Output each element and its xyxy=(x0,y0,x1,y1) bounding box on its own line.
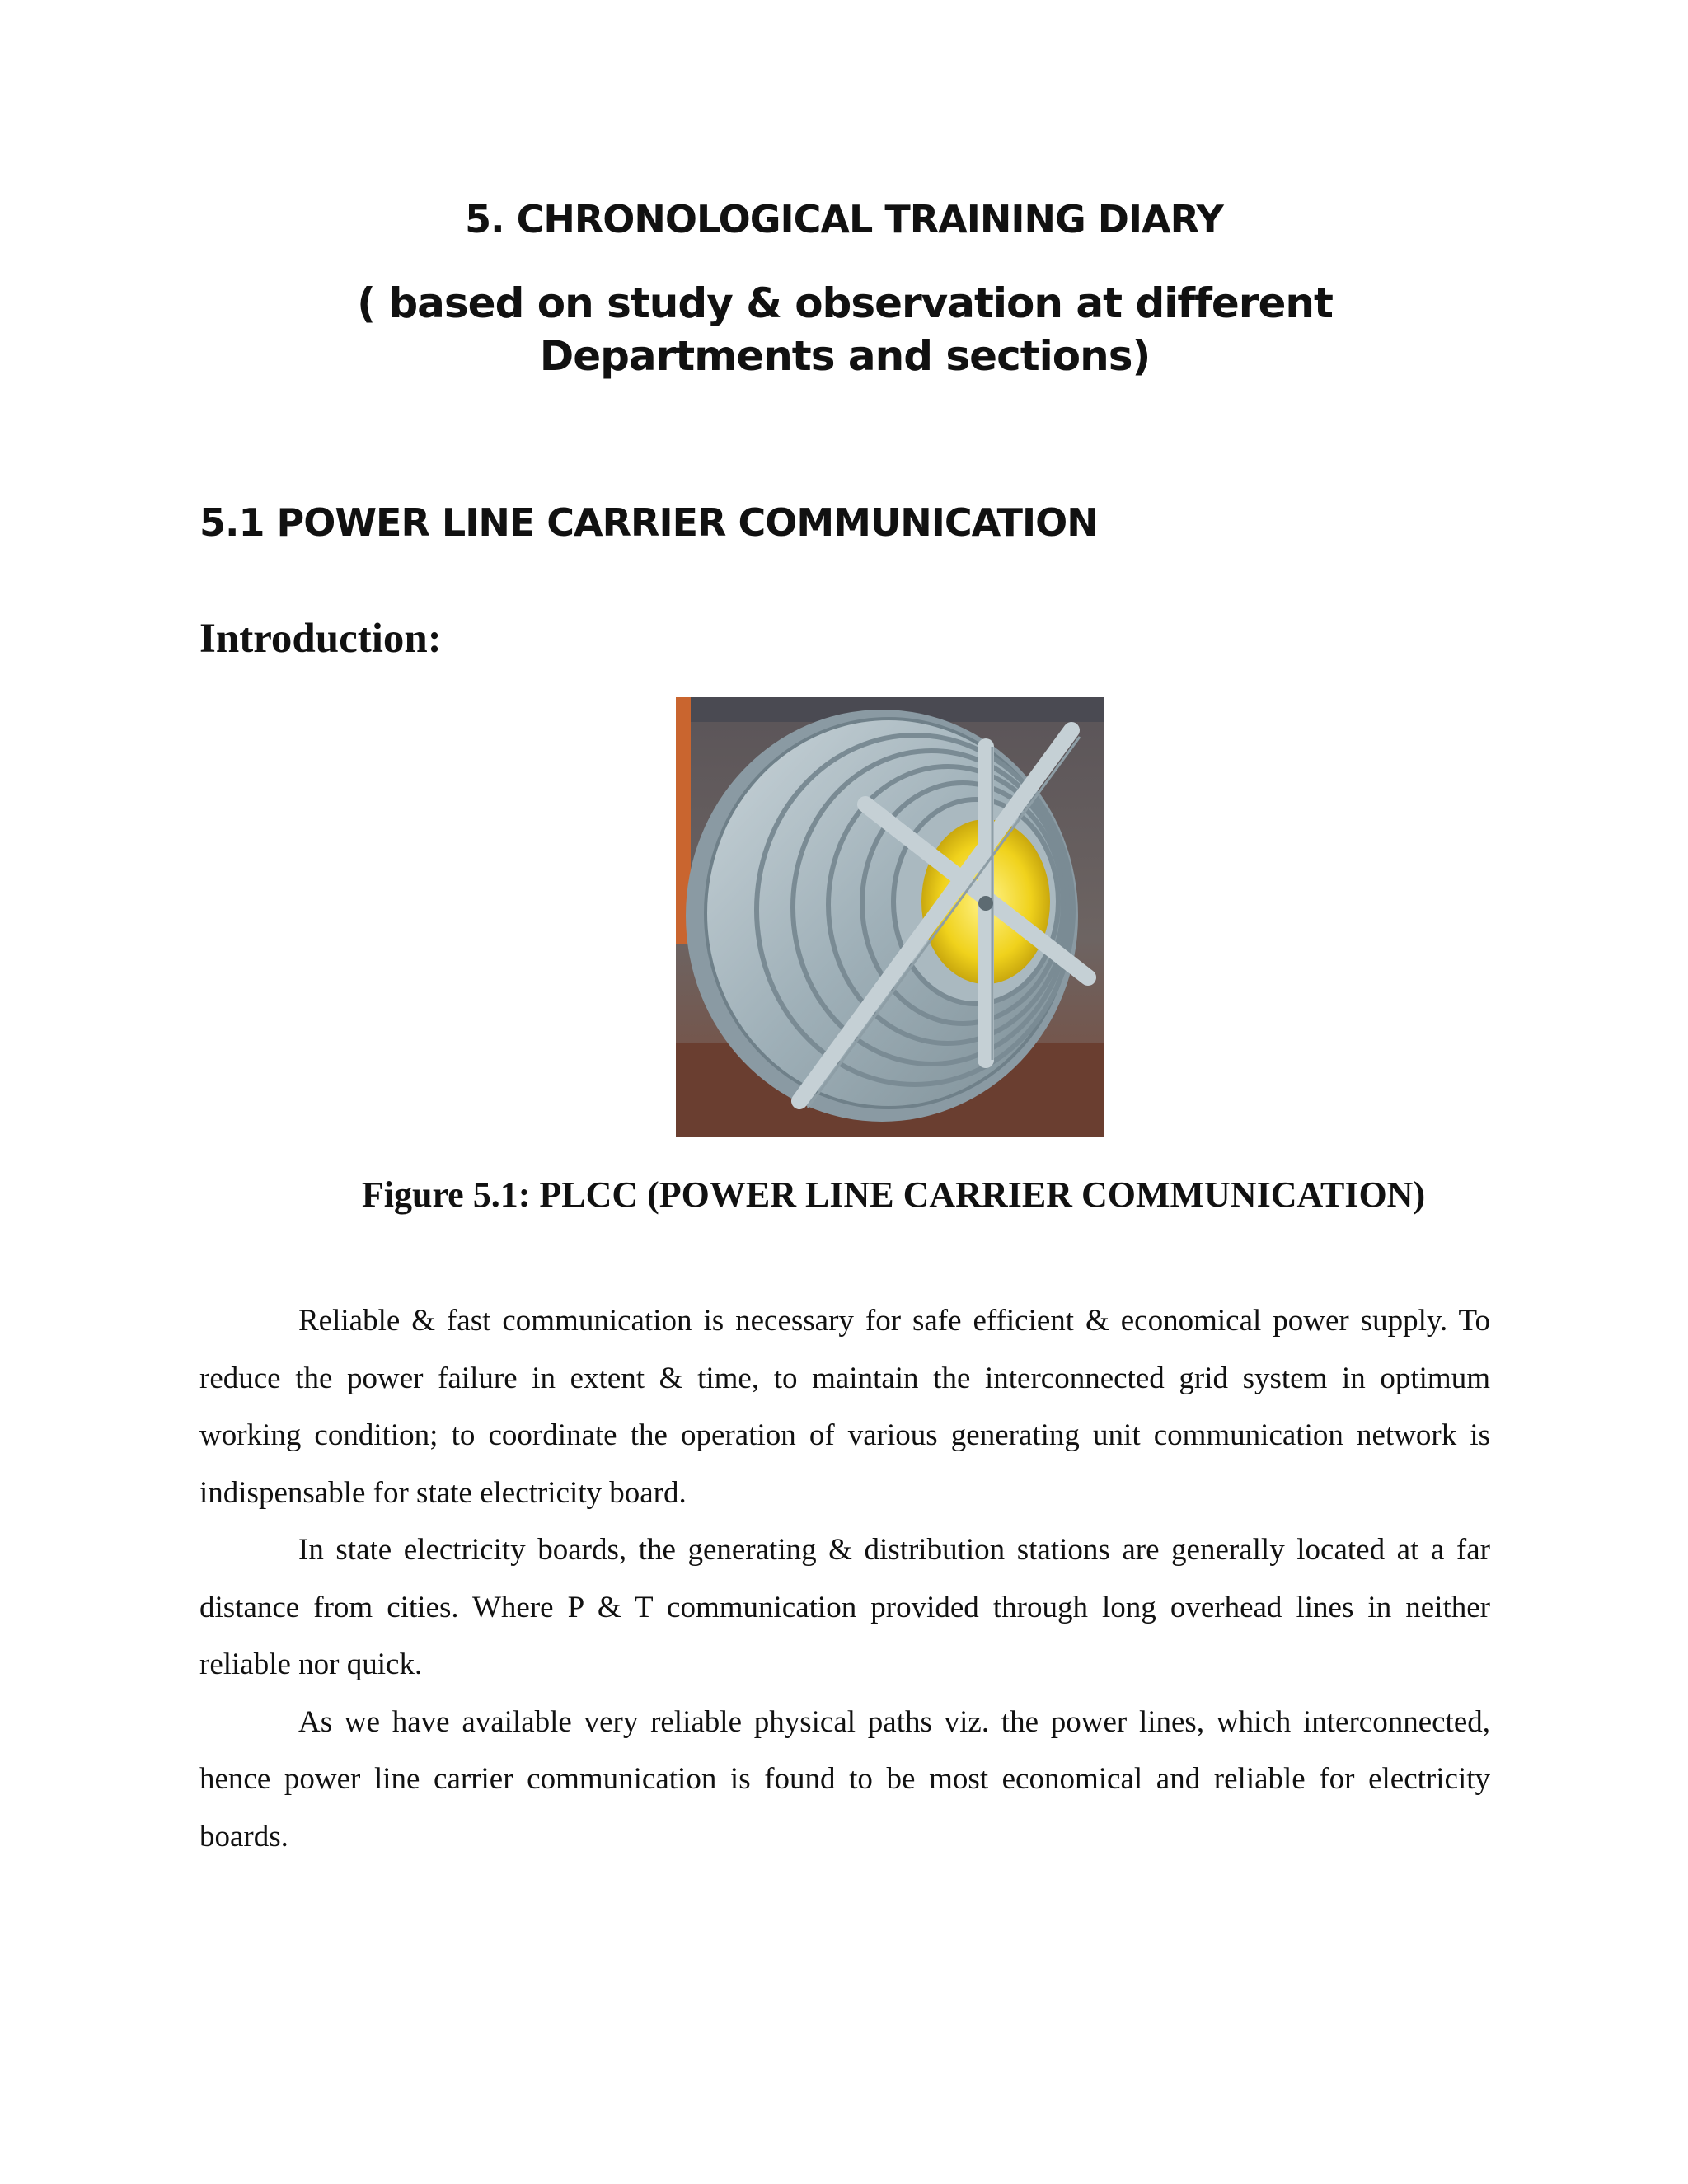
paragraph: Reliable & fast communication is necessary for safe efficient & economical power supply. To reduce the power failure in extent & time, to maintain the interconnected grid system in optimum working condition; to coordinate the operation of various generating unit communication network is indispensable for state electricity board. xyxy=(199,1304,1490,1510)
section-title: 5.1 POWER LINE CARRIER COMMUNICATION xyxy=(199,500,1098,545)
plcc-wave-trap-photo xyxy=(676,697,1104,1137)
chapter-subtitle: ( based on study & observation at different Departments and sections) xyxy=(357,279,1333,380)
body-text xyxy=(199,1292,1490,1865)
figure-caption: Figure 5.1: PLCC (POWER LINE CARRIER COMMUNICATION) xyxy=(361,1174,1426,1215)
paragraph: As we have available very reliable physical paths viz. the power lines, which interconnected, hence power line carrier communication is found to be most economical and reliable for electricity boards. xyxy=(199,1704,1490,1854)
paragraph: In state electricity boards, the generating & distribution stations are generally located at a far distance from cities. Where P & T communication provided through long overhead lines in neither reliable nor quick. xyxy=(199,1533,1490,1681)
intro-heading: Introduction: xyxy=(199,616,442,662)
chapter-title: 5. CHRONOLOGICAL TRAINING DIARY xyxy=(465,197,1223,241)
